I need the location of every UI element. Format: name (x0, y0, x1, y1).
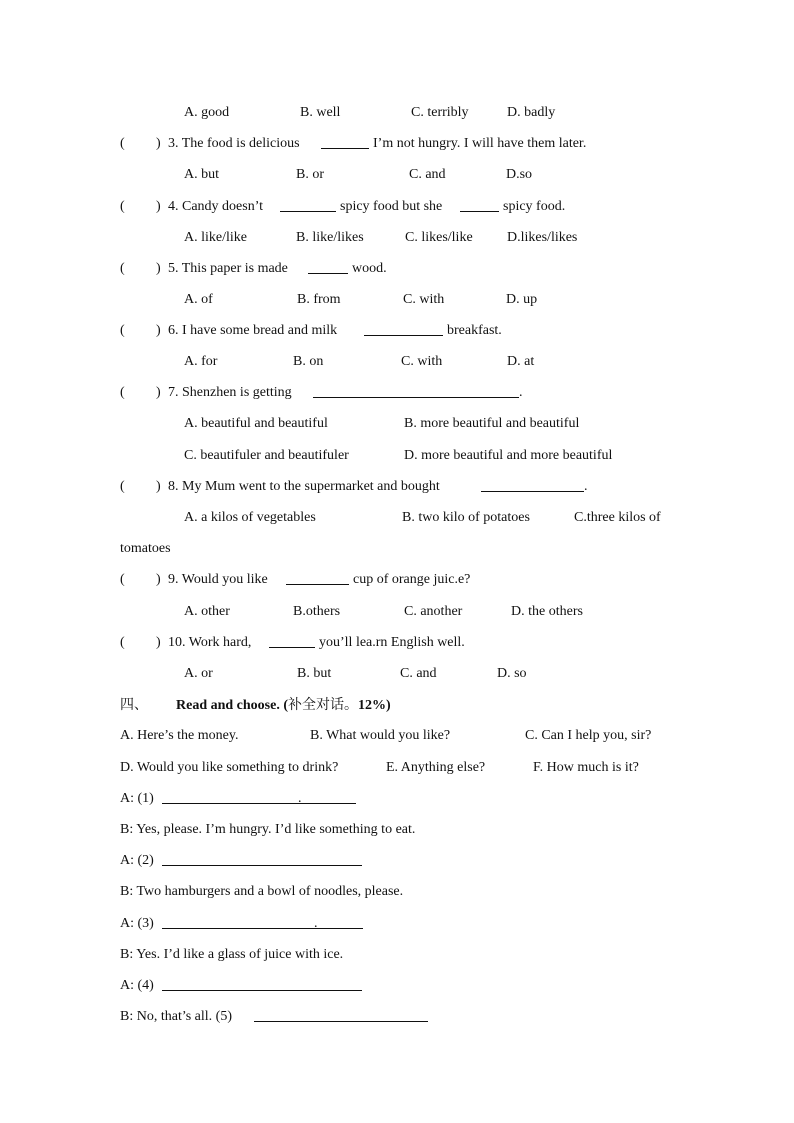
question-text: . (584, 479, 588, 494)
question-text: 3. The food is delicious (168, 136, 300, 151)
answer-paren-open: ( (120, 323, 125, 338)
answer-paren-open: ( (120, 261, 125, 276)
choice-f: F. How much is it? (533, 760, 639, 775)
speaker-a-prompt: A: (4) (120, 978, 154, 993)
choice-c: C. Can I help you, sir? (525, 728, 652, 743)
question-text: cup of orange juic.e? (353, 572, 471, 587)
option-b: B. like/likes (296, 230, 364, 245)
speaker-b-line: B: Two hamburgers and a bowl of noodles, please. (120, 884, 404, 899)
choice-a: A. Here’s the money. (120, 728, 239, 743)
speaker-a-prompt: A: (1) (120, 791, 154, 806)
answer-blank[interactable] (162, 789, 356, 804)
question-text: 5. This paper is made (168, 261, 288, 276)
section-number: 四、 (120, 697, 148, 713)
speaker-b-line: B: Yes. I’d like a glass of juice with ice. (120, 947, 344, 962)
answer-blank[interactable] (162, 851, 362, 866)
answer-paren-close[interactable]: ) (156, 635, 161, 650)
option-c: C. with (401, 354, 443, 369)
question-text: breakfast. (447, 323, 502, 338)
option-a: A. but (184, 167, 219, 182)
option-b: B. or (296, 167, 324, 182)
option-a: A. for (184, 354, 218, 369)
question-text: spicy food. (503, 199, 566, 214)
answer-blank[interactable] (162, 914, 363, 929)
answer-blank[interactable] (460, 197, 499, 212)
choice-d: D. Would you like something to drink? (120, 760, 339, 775)
answer-paren-open: ( (120, 199, 125, 214)
option-d: D. badly (507, 105, 556, 120)
option-a: A. a kilos of vegetables (184, 510, 316, 525)
option-c: C. likes/like (405, 230, 473, 245)
option-a: A. of (184, 292, 213, 307)
option-a: A. like/like (184, 230, 247, 245)
answer-paren-close[interactable]: ) (156, 323, 161, 338)
answer-blank[interactable] (280, 197, 336, 212)
question-text: you’ll lea.rn English well. (319, 635, 465, 650)
option-c: C.three kilos of (574, 510, 661, 525)
answer-paren-open: ( (120, 136, 125, 151)
option-c-continued: tomatoes (120, 541, 171, 556)
answer-blank[interactable] (313, 383, 519, 398)
option-c: C. with (403, 292, 445, 307)
answer-blank[interactable] (286, 570, 349, 585)
answer-paren-close[interactable]: ) (156, 136, 161, 151)
option-c: C. beautifuler and beautifuler (184, 448, 349, 463)
option-c: C. terribly (411, 105, 469, 120)
answer-paren-open: ( (120, 479, 125, 494)
question-text: 8. My Mum went to the supermarket and bought (168, 479, 440, 494)
option-b: B. two kilo of potatoes (402, 510, 530, 525)
blank-mark: . (314, 916, 318, 931)
option-d: D. so (497, 666, 527, 681)
question-text: . (519, 385, 523, 400)
answer-paren-close[interactable]: ) (156, 199, 161, 214)
choice-e: E. Anything else? (386, 760, 486, 775)
option-c: C. and (400, 666, 437, 681)
speaker-a-prompt: A: (3) (120, 916, 154, 931)
option-d: D. more beautiful and more beautiful (404, 448, 613, 463)
speaker-a-prompt: A: (2) (120, 853, 154, 868)
option-b: B. but (297, 666, 332, 681)
answer-paren-close[interactable]: ) (156, 385, 161, 400)
question-text: spicy food but she (340, 199, 443, 214)
option-b: B.others (293, 604, 341, 619)
speaker-b-line: B: No, that’s all. (5) (120, 1009, 232, 1024)
option-d: D. the others (511, 604, 583, 619)
blank-mark: . (298, 791, 302, 806)
option-b: B. on (293, 354, 324, 369)
answer-blank[interactable] (162, 976, 362, 991)
option-a: A. beautiful and beautiful (184, 416, 328, 431)
answer-paren-close[interactable]: ) (156, 572, 161, 587)
option-a: A. or (184, 666, 213, 681)
option-b: B. well (300, 105, 341, 120)
question-text: 4. Candy doesn’t (168, 199, 264, 214)
question-text: wood. (352, 261, 387, 276)
option-d: D.likes/likes (507, 230, 578, 245)
answer-paren-close[interactable]: ) (156, 479, 161, 494)
option-d: D. at (507, 354, 535, 369)
question-text: 9. Would you like (168, 572, 268, 587)
answer-blank[interactable] (364, 321, 443, 336)
question-text: I’m not hungry. I will have them later. (373, 136, 587, 151)
question-text: 10. Work hard, (168, 635, 252, 650)
answer-paren-open: ( (120, 385, 125, 400)
option-d: D.so (506, 167, 533, 182)
section-title: Read and choose. (补全对话。12%) (176, 697, 391, 713)
option-c: C. another (404, 604, 463, 619)
option-a: A. other (184, 604, 230, 619)
answer-blank[interactable] (481, 477, 584, 492)
answer-blank[interactable] (321, 134, 369, 149)
option-d: D. up (506, 292, 538, 307)
option-b: B. more beautiful and beautiful (404, 416, 580, 431)
question-text: 7. Shenzhen is getting (168, 385, 292, 400)
answer-paren-open: ( (120, 572, 125, 587)
option-b: B. from (297, 292, 341, 307)
answer-blank[interactable] (269, 633, 315, 648)
answer-paren-close[interactable]: ) (156, 261, 161, 276)
answer-paren-open: ( (120, 635, 125, 650)
answer-blank[interactable] (254, 1007, 428, 1022)
question-text: 6. I have some bread and milk (168, 323, 338, 338)
choice-b: B. What would you like? (310, 728, 451, 743)
speaker-b-line: B: Yes, please. I’m hungry. I’d like something to eat. (120, 822, 416, 837)
option-a: A. good (184, 105, 230, 120)
option-c: C. and (409, 167, 446, 182)
answer-blank[interactable] (308, 259, 348, 274)
